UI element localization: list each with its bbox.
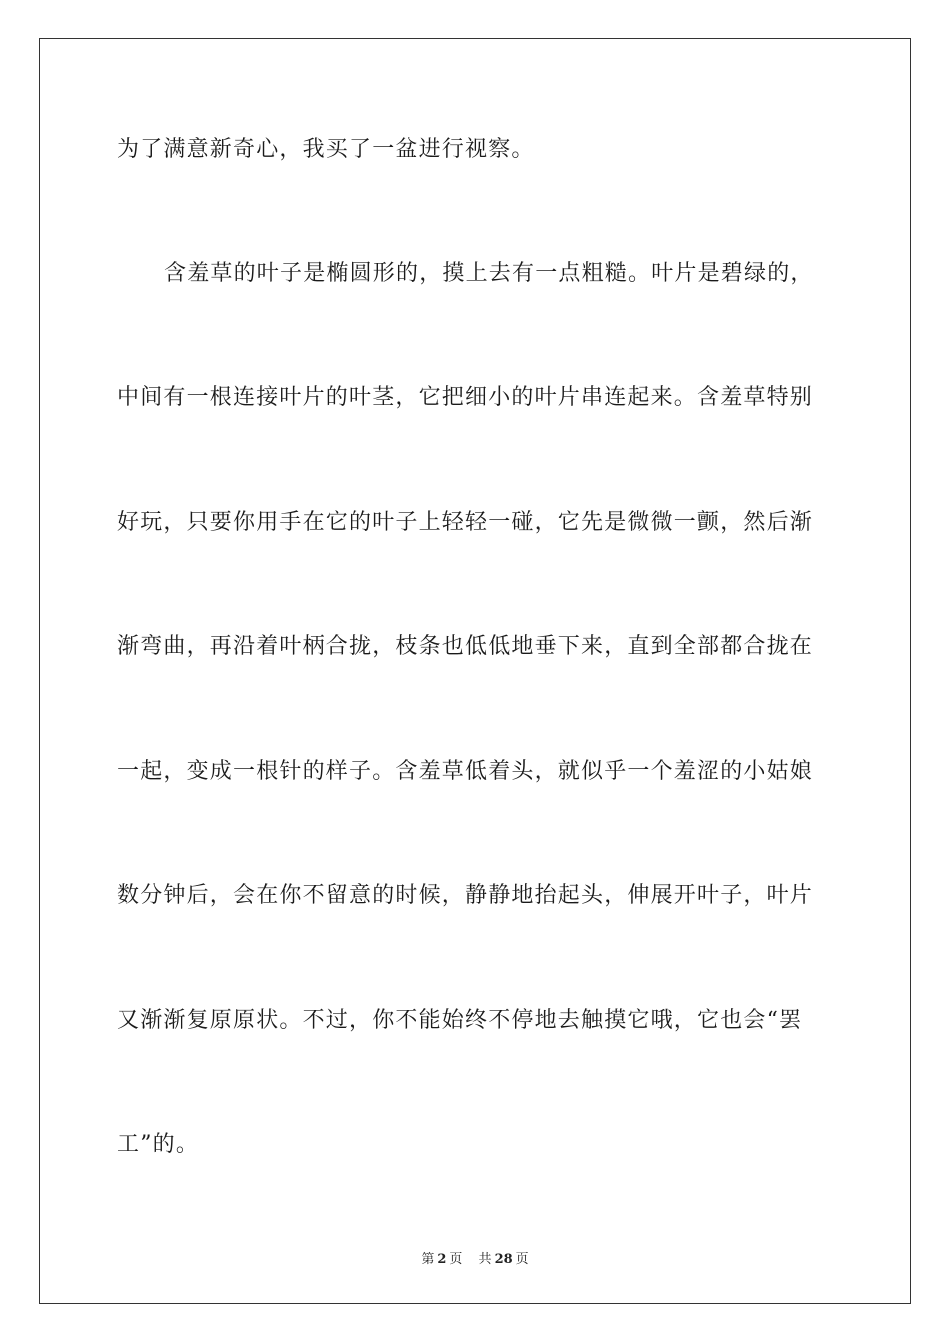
total-suffix: 页 [515,1252,529,1267]
page-footer [0,1248,950,1267]
total-prefix: 共 [478,1252,492,1267]
text-line-6: 一起，变成一根针的样子。含羞草低着头，就似乎一个羞涩的小姑娘 [117,759,814,784]
text-line-8: 又渐渐复原原状。不过，你不能始终不停地去触摸它哦，它也会“罢 [117,1008,803,1033]
page-border [39,38,911,1304]
page-indicator [418,1252,465,1267]
text-line-5: 渐弯曲，再沿着叶柄合拢，枝条也低低地垂下来，直到全部都合拢在 [117,634,814,659]
text-line-9: 工”的。 [117,1132,200,1157]
text-line-7: 数分钟后，会在你不留意的时候，静静地抬起头，伸展开叶子，叶片 [117,883,814,908]
page-number: 2 [437,1252,447,1267]
text-line-3: 中间有一根连接叶片的叶茎，它把细小的叶片串连起来。含羞草特别 [117,385,814,410]
text-line-2: 含羞草的叶子是椭圆形的，摸上去有一点粗糙。叶片是碧绿的， [164,261,814,286]
page-suffix: 页 [449,1252,463,1267]
text-line-1: 为了满意新奇心，我买了一盆进行视察。 [117,137,535,162]
total-pages: 28 [494,1252,513,1267]
text-line-4: 好玩，只要你用手在它的叶子上轻轻一碰，它先是微微一颤，然后渐 [117,510,814,535]
total-indicator [476,1252,532,1267]
page-prefix: 第 [421,1252,435,1267]
